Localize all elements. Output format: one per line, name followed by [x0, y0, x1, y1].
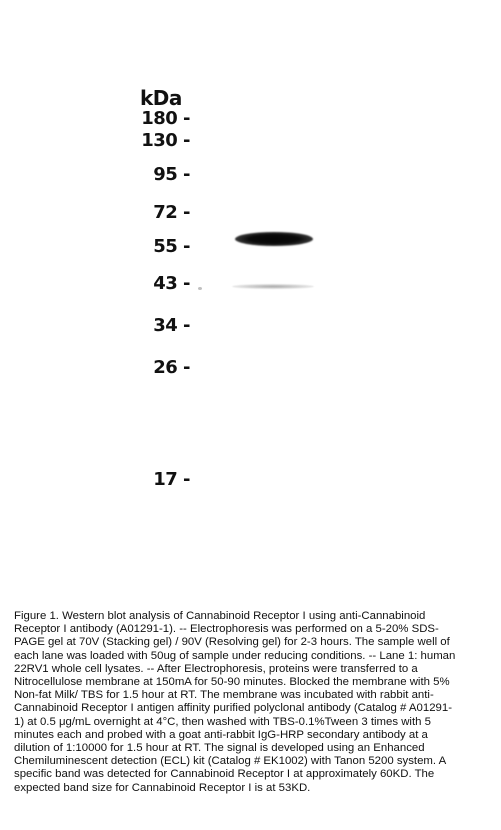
- marker-label: 55 -: [153, 236, 190, 257]
- marker-label: 43 -: [153, 273, 190, 294]
- kda-unit-label: kDa: [140, 86, 182, 110]
- marker-label: 72 -: [153, 202, 190, 223]
- marker-label: 26 -: [153, 357, 190, 378]
- marker-label: 34 -: [153, 315, 190, 336]
- marker-label: 180 -: [141, 108, 190, 129]
- marker-label: 95 -: [153, 164, 190, 185]
- faint-spot: [198, 287, 202, 290]
- figure-caption: Figure 1. Western blot analysis of Cannabinoid Receptor I using anti-Cannabinoid Receptor I antibody (A01291-1). -- Electrophoresis was performed on a 5-20% SDS-PAGE gel at 70V (Stacking gel) / 90V (Resolving gel) for 2-3 hours. The sample well of each lane was loaded with 50ug of sample under reducing conditions. -- Lane 1: human 22RV1 whole cell lysates. -- After Electrophoresis, proteins were transferred to a Nitrocellulose membrane at 150mA for 50-90 minutes. Blocked the membrane with 5% Non-fat Milk/ TBS for 1.5 hour at RT. The membrane was incubated with rabbit anti-Cannabinoid Receptor I antigen affinity purified polyclonal antibody (Catalog # A01291-1) at 0.5 μg/mL overnight at 4°C, then washed with TBS-0.1%Tween 3 times with 5 minutes each and probed with a goat anti-rabbit IgG-HRP secondary antibody at a dilution of 1:10000 for 1.5 hour at RT. The signal is developed using an Enhanced Chemiluminescent detection (ECL) kit (Catalog # EK1002) with Tanon 5200 system. A specific band was detected for Cannabinoid Receptor I at approximately 60KD. The expected band size for Cannabinoid Receptor I is at 53KD.: [14, 610, 456, 794]
- protein-band-faint: [232, 284, 314, 289]
- marker-label: 17 -: [153, 469, 190, 490]
- protein-band-60kd: [235, 232, 313, 246]
- marker-label: 130 -: [141, 130, 190, 151]
